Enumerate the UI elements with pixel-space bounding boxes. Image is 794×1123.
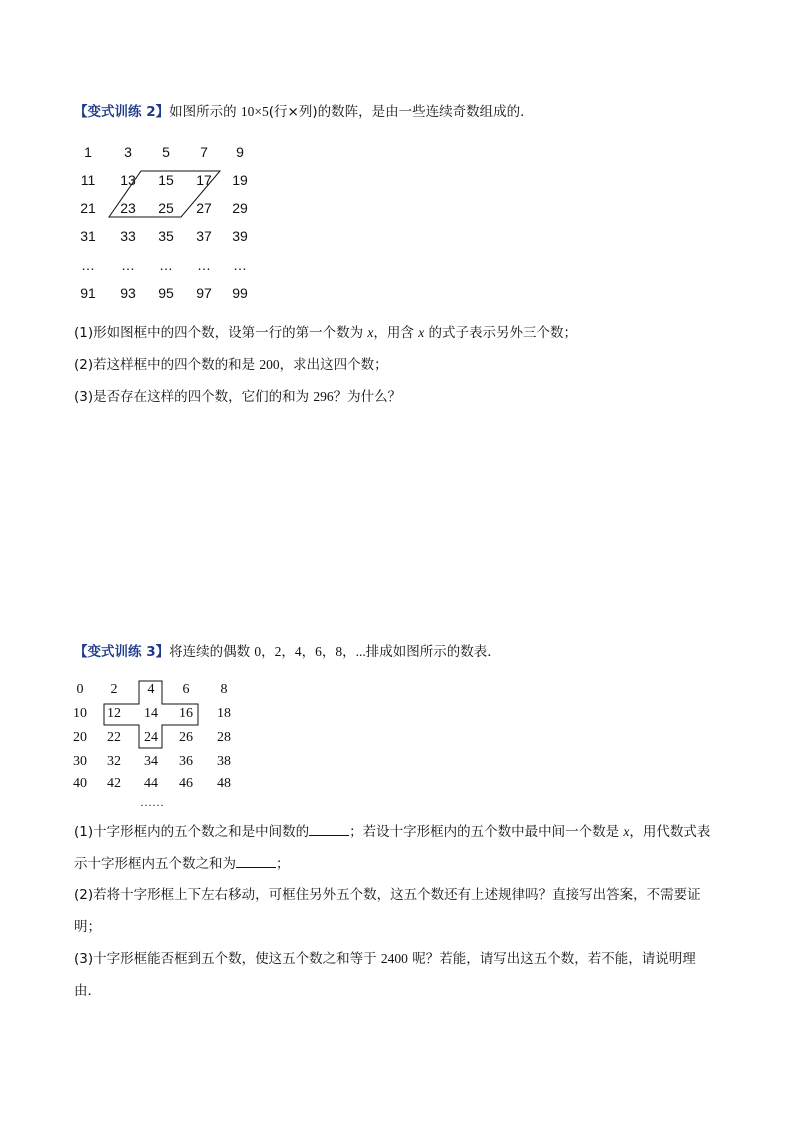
matrix-cell: 99	[232, 285, 248, 301]
table-cell: 20	[73, 730, 87, 745]
matrix-cell: 5	[162, 144, 170, 160]
answer-blank-1[interactable]	[309, 821, 349, 836]
matrix-cell: 35	[158, 228, 174, 244]
matrix-cell: 17	[196, 172, 212, 188]
exercise-3-question-1-cont: 示十字形框内五个数之和为 ；	[74, 853, 290, 874]
matrix-cell: 33	[120, 228, 136, 244]
table-cell: 6	[182, 682, 190, 697]
matrix-cell: 31	[80, 228, 96, 244]
matrix-cell: …	[197, 257, 211, 273]
table-cell: 34	[144, 754, 158, 769]
table-cell: 48	[217, 776, 231, 791]
table-cell: 44	[144, 776, 158, 791]
answer-blank-2[interactable]	[236, 853, 276, 868]
parallelogram-frame	[109, 171, 220, 217]
table-cell: 38	[217, 754, 231, 769]
exercise-3-tag: 【变式训练 3】	[74, 644, 170, 660]
table-cell: 30	[73, 754, 87, 769]
exercise-3-question-2: (2)若将十字形框上下左右移动，可框住另外五个数，这五个数还有上述规律吗？直接写出答案，不需要证	[74, 887, 701, 903]
matrix-cell: 91	[80, 285, 96, 301]
table-cell: 16	[179, 706, 193, 721]
exercise-2-question-1: (1)形如图框中的四个数，设第一行的第一个数为 x，用含 x 的式子表示另外三个数；	[74, 325, 578, 341]
table-cell: 46	[179, 776, 193, 791]
exercise-3-intro: 【变式训练 3】将连续的偶数 0，2，4，6，8，...排成如图所示的数表．	[74, 644, 501, 660]
matrix-cell: 15	[158, 172, 174, 188]
matrix-cell: …	[121, 257, 135, 273]
matrix-cell: …	[81, 257, 95, 273]
matrix-cell: 1	[84, 144, 92, 160]
matrix-cell: 3	[124, 144, 132, 160]
matrix-cell: 29	[232, 200, 248, 216]
table-cell: 14	[144, 706, 158, 721]
table-cell: 8	[220, 682, 228, 697]
matrix-cell: 23	[120, 200, 136, 216]
table-cell: 10	[73, 706, 87, 721]
matrix-cell: 37	[196, 228, 212, 244]
exercise-3-question-3: (3)十字形框能否框到五个数，使这五个数之和等于 2400 呢？若能，请写出这五个数，若不能，请说明理	[74, 951, 696, 967]
matrix-cell: 11	[80, 172, 96, 188]
exercise-2-intro: 【变式训练 2】如图所示的 10×5(行×列)的数阵，是由一些连续奇数组成的．	[74, 104, 534, 120]
table-cell: 12	[107, 706, 121, 721]
matrix-cell: 13	[120, 172, 136, 188]
matrix-cell: 39	[232, 228, 248, 244]
table-cell: 36	[179, 754, 193, 769]
matrix-cell: 25	[158, 200, 174, 216]
matrix-cell: 19	[232, 172, 248, 188]
table-cell: 4	[147, 682, 155, 697]
matrix-cell: 97	[196, 285, 212, 301]
table-continuation-dots: ……	[140, 795, 164, 809]
matrix-cell: 9	[236, 144, 244, 160]
table-cell: 42	[107, 776, 121, 791]
matrix-cell: 95	[158, 285, 174, 301]
exercise-2-tag: 【变式训练 2】	[74, 104, 170, 120]
matrix-cell: 93	[120, 285, 136, 301]
exercise-2-question-2: (2)若这样框中的四个数的和是 200，求出这四个数；	[74, 357, 388, 373]
table-cell: 26	[179, 730, 193, 745]
table-cell: 28	[217, 730, 231, 745]
table-cell: 32	[107, 754, 121, 769]
table-cell: 40	[73, 776, 87, 791]
exercise-3-question-2-cont: 明；	[74, 919, 101, 935]
matrix-cell: 7	[200, 144, 208, 160]
table-cell: 18	[217, 706, 231, 721]
matrix-cell: …	[159, 257, 173, 273]
matrix-cell: …	[233, 257, 247, 273]
exercise-2-question-3: (3)是否存在这样的四个数，它们的和为 296？为什么？	[74, 389, 402, 405]
table-cell: 2	[110, 682, 118, 697]
exercise-3-question-3-cont: 由．	[74, 983, 101, 999]
exercise-3-question-1: (1)十字形框内的五个数之和是中间数的 ；若设十字形框内的五个数中最中间一个数是 x，用代数式表	[74, 821, 710, 842]
table-cell: 0	[76, 682, 84, 697]
table-cell: 22	[107, 730, 121, 745]
matrix-cell: 27	[196, 200, 212, 216]
table-cell: 24	[144, 730, 158, 745]
matrix-cell: 21	[80, 200, 96, 216]
